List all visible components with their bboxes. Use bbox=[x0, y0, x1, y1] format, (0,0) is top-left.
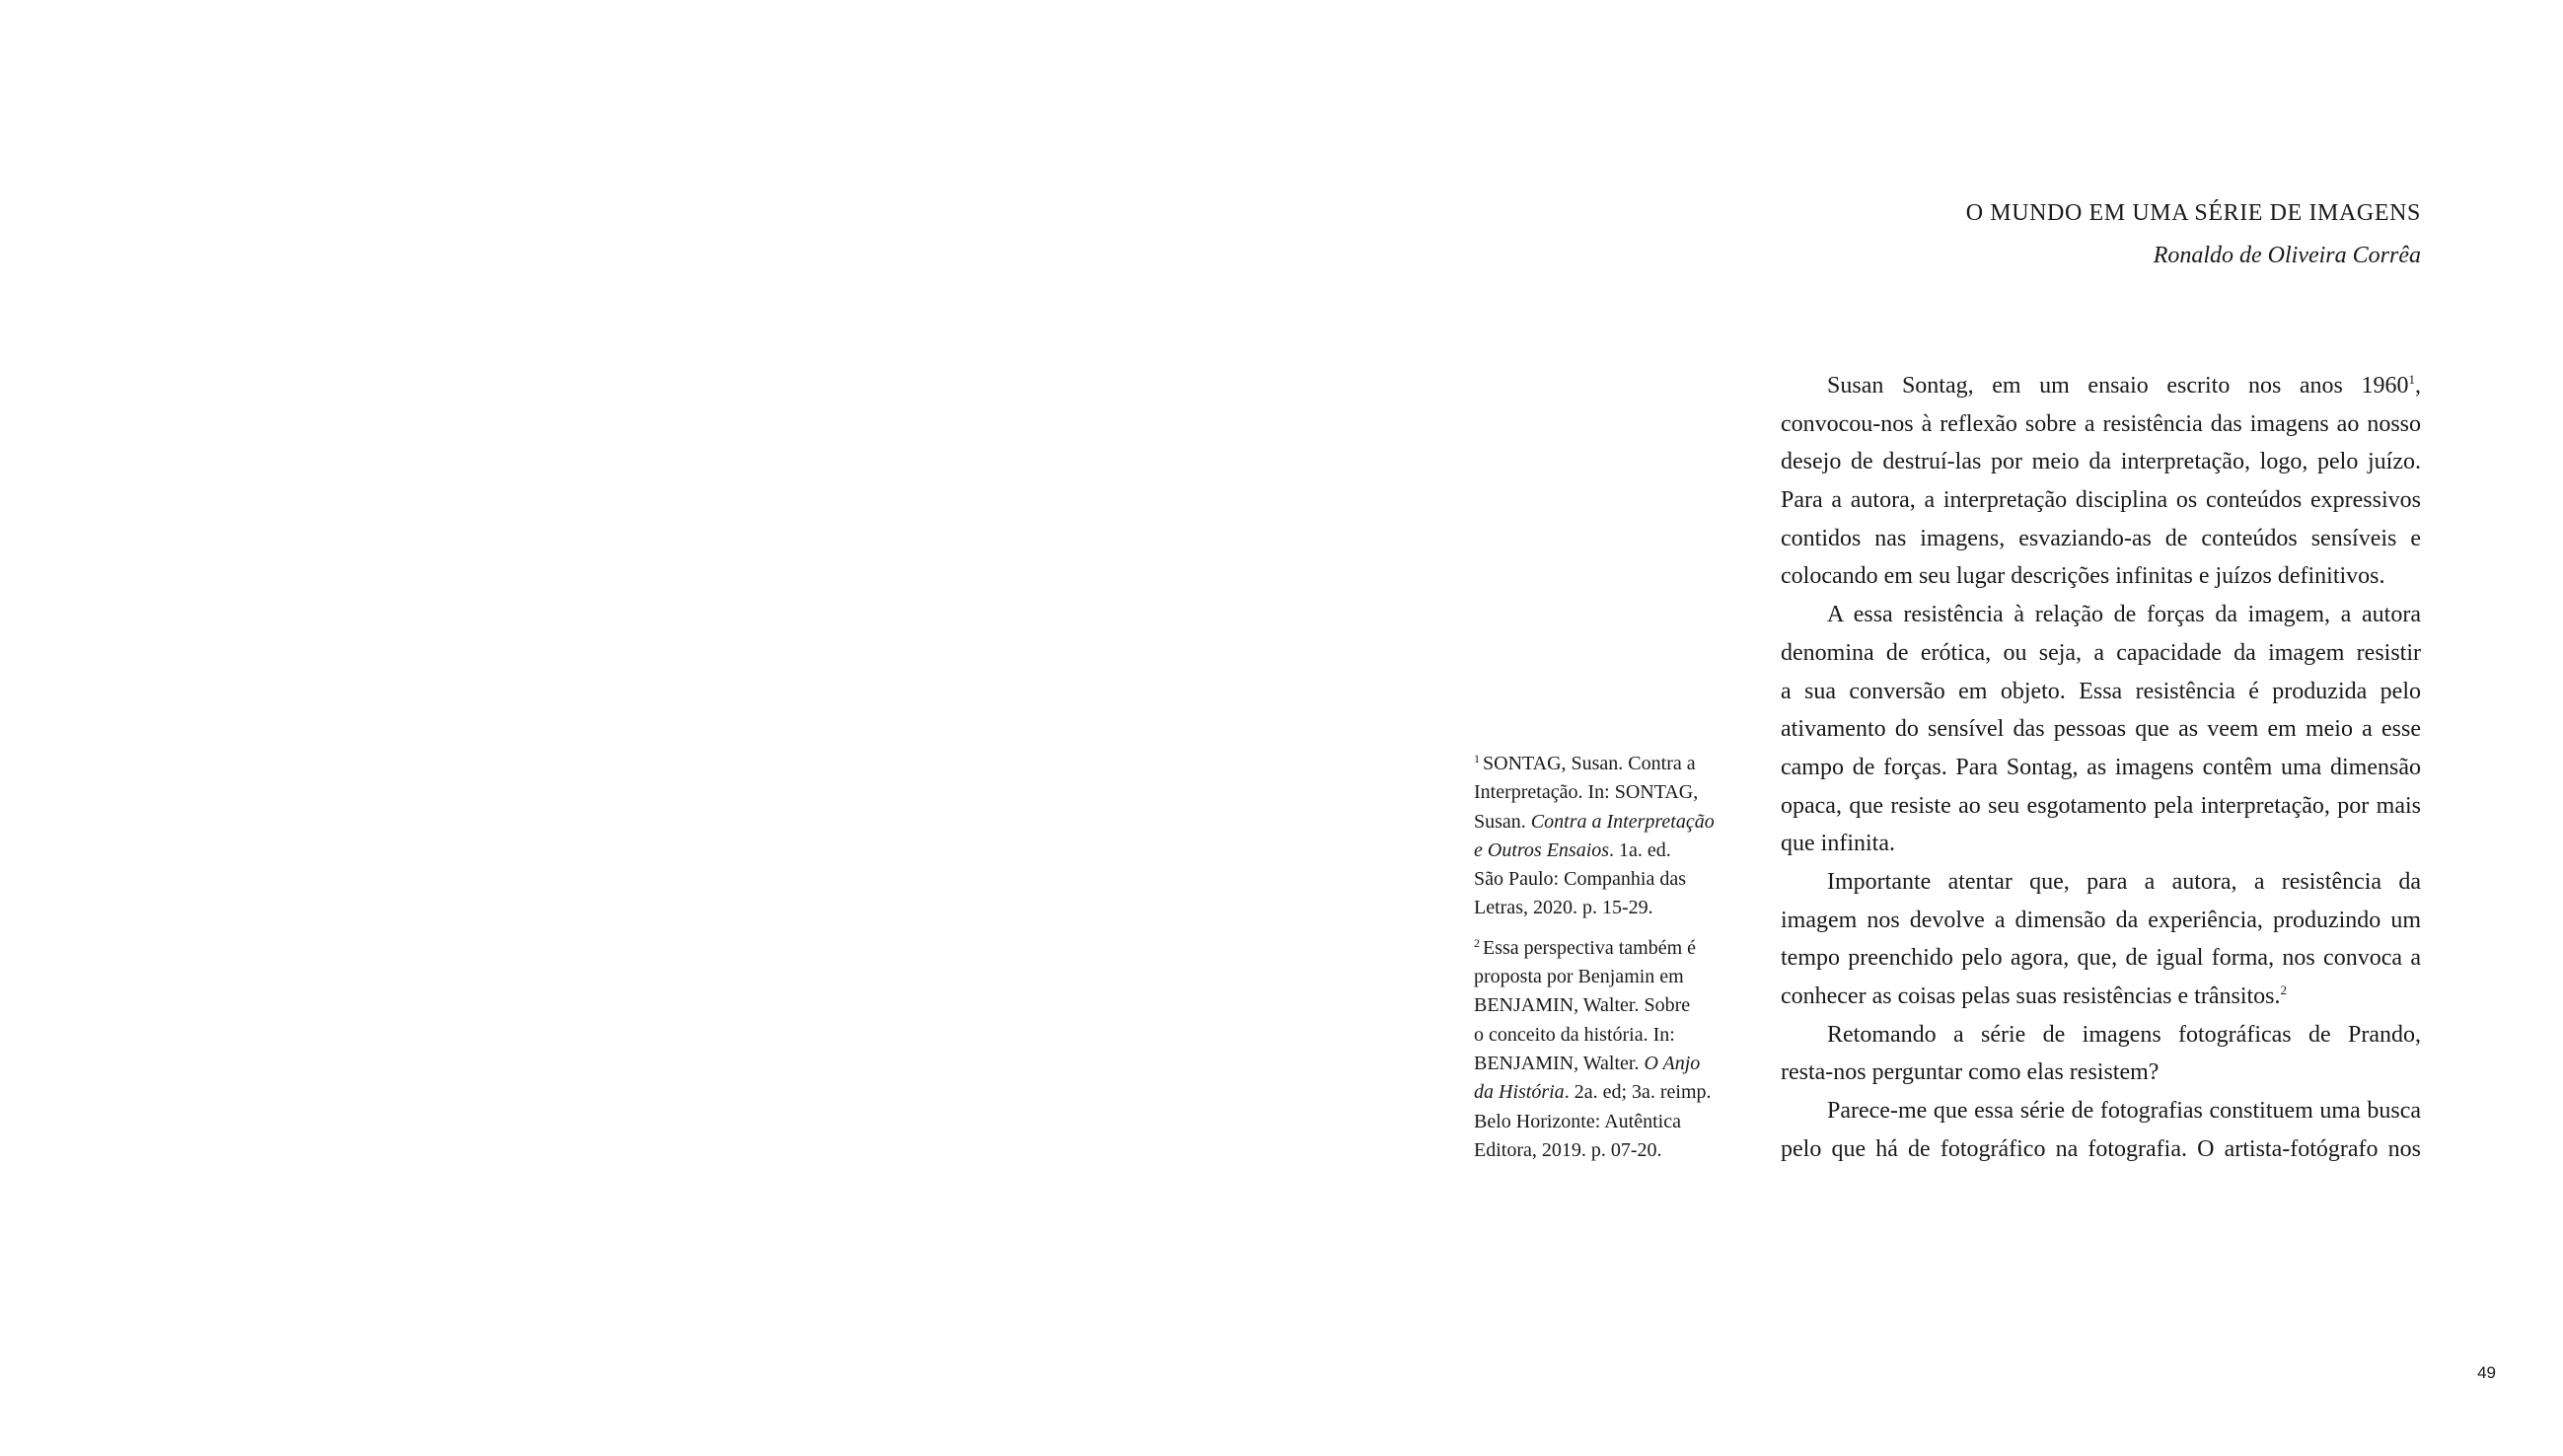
body-line: tempo preenchido pelo agora, que, de igual forma, nos convoca a bbox=[1781, 945, 2421, 972]
body-line: que infinita. bbox=[1781, 831, 1895, 857]
body-line: contidos nas imagens, esvaziando-as de conteúdos sensíveis e bbox=[1781, 525, 2421, 551]
body-paragraph-2 bbox=[1781, 596, 2421, 863]
body-text-fragment: , bbox=[2415, 373, 2421, 399]
footnote-line: Interpretação. In: SONTAG, bbox=[1474, 781, 1699, 804]
footnote-mark: 1 bbox=[1474, 752, 1480, 765]
body-paragraph-4 bbox=[1781, 1016, 2421, 1092]
body-line: resta-nos perguntar como elas resistem? bbox=[1781, 1059, 2160, 1086]
footnote-line bbox=[1474, 837, 1760, 865]
footnote-text: BENJAMIN, Walter. bbox=[1474, 1052, 1645, 1074]
footnote-text: Essa perspectiva também é bbox=[1483, 936, 1697, 959]
body-line: convocou-nos à reflexão sobre a resistência das imagens ao nosso bbox=[1781, 410, 2421, 437]
body-line: opaca, que resiste ao seu esgotamento pela interpretação, por mais bbox=[1781, 792, 2421, 819]
body-line bbox=[1781, 367, 2421, 405]
footnote-book-title: da História bbox=[1474, 1081, 1565, 1104]
body-line: ativamento do sensível das pessoas que as veem em meio a esse bbox=[1781, 716, 2421, 743]
body-paragraph-3 bbox=[1781, 863, 2421, 1016]
article-title: O MUNDO EM UMA SÉRIE DE IMAGENS bbox=[1965, 200, 2421, 226]
body-line: Para a autora, a interpretação disciplina os conteúdos expressivos bbox=[1781, 487, 2421, 514]
body-line: a sua conversão em objeto. Essa resistência é produzida pelo bbox=[1781, 678, 2421, 704]
footnote-1 bbox=[1474, 750, 1760, 923]
body-line: imagem nos devolve a dimensão da experiência, produzindo um bbox=[1781, 907, 2421, 933]
footnote-line: Editora, 2019. p. 07-20. bbox=[1474, 1138, 1662, 1161]
body-line: A essa resistência à relação de forças da imagem, a autora bbox=[1827, 602, 2421, 628]
article-body bbox=[1781, 367, 2421, 1168]
footnote-mark: 2 bbox=[1474, 935, 1480, 950]
footnote-line: São Paulo: Companhia das bbox=[1474, 868, 1686, 891]
body-text-fragment: Susan Sontag, em um ensaio escrito nos anos 1960 bbox=[1827, 373, 2409, 399]
footnotes-column bbox=[1474, 750, 1760, 1176]
footnote-reference-1[interactable]: 1 bbox=[2408, 372, 2415, 387]
footnote-line: o conceito da história. In: bbox=[1474, 1023, 1675, 1046]
footnote-line bbox=[1474, 1050, 1760, 1078]
body-line bbox=[1781, 978, 2421, 1016]
body-line: Retomando a série de imagens fotográficas de Prando, bbox=[1827, 1021, 2421, 1048]
body-line: Importante atentar que, para a autora, a resistência da bbox=[1827, 868, 2421, 895]
footnote-book-title: Contra a Interpretação bbox=[1530, 810, 1715, 833]
body-paragraph-5 bbox=[1781, 1092, 2421, 1168]
footnote-text: Susan. bbox=[1474, 810, 1531, 833]
body-line: pelo que há de fotográfico na fotografia. O artista-fotógrafo nos bbox=[1781, 1135, 2421, 1162]
footnote-line bbox=[1474, 934, 1760, 963]
footnote-line bbox=[1474, 750, 1760, 778]
body-line: colocando em seu lugar descrições infinitas e juízos definitivos. bbox=[1781, 563, 2385, 590]
footnote-line: BENJAMIN, Walter. Sobre bbox=[1474, 994, 1691, 1017]
body-line: campo de forças. Para Sontag, as imagens contêm uma dimensão bbox=[1781, 754, 2421, 780]
footnote-text: SONTAG, Susan. Contra a bbox=[1483, 753, 1696, 774]
footnote-line bbox=[1474, 1078, 1760, 1107]
body-line: Parece-me que essa série de fotografias constituem uma busca bbox=[1827, 1098, 2421, 1125]
page-number: 49 bbox=[2477, 1363, 2496, 1382]
footnote-line: Belo Horizonte: Autêntica bbox=[1474, 1110, 1681, 1132]
footnote-reference-2[interactable]: 2 bbox=[2280, 983, 2287, 997]
footnote-line bbox=[1474, 808, 1760, 837]
footnote-book-title: O Anjo bbox=[1644, 1052, 1701, 1074]
article-author: Ronaldo de Oliveira Corrêa bbox=[2153, 243, 2421, 268]
footnote-text: . 1a. ed. bbox=[1609, 838, 1671, 861]
body-text-fragment: conhecer as coisas pelas suas resistências e trânsitos. bbox=[1781, 983, 2281, 1009]
footnote-book-title: e Outros Ensaios bbox=[1474, 838, 1610, 861]
footnote-line: Letras, 2020. p. 15-29. bbox=[1474, 897, 1653, 919]
footnote-2 bbox=[1474, 934, 1760, 1165]
body-line: denomina de erótica, ou seja, a capacidade da imagem resistir bbox=[1781, 639, 2421, 666]
footnote-line: proposta por Benjamin em bbox=[1474, 966, 1684, 988]
footnote-text: . 2a. ed; 3a. reimp. bbox=[1564, 1081, 1712, 1104]
body-paragraph-1 bbox=[1781, 367, 2421, 596]
body-line: desejo de destruí-las por meio da interpretação, logo, pelo juízo. bbox=[1781, 449, 2421, 475]
